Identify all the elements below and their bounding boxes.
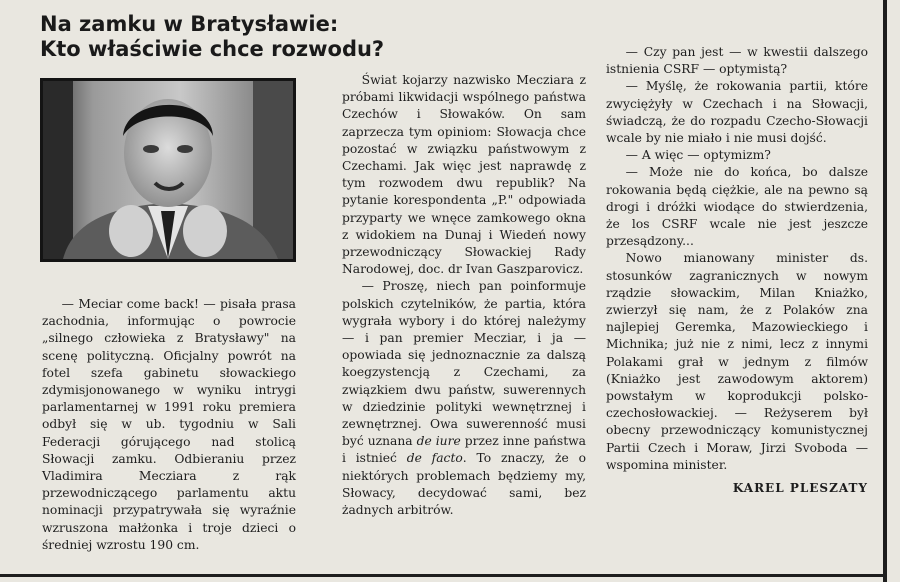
paragraph: — Meciar come back! — pisała prasa zachodnia, informując o powrocie „silnego człowieka z Bratysławy" na scenę polityczną. Oficjalny powrót na fotel szefa gabinetu słowackiego zdymisjonowanego w wyniku intrygi parlamentarnej w 1991 roku premiera odbył się w ub. tygodniu w Sali Federacji górującego nad stolicą Słowacji zamku. Odbieraniu przez Vladimira Mecziara z rąk przewodniczącego parlamentu aktu nominacji przypatrywała się wyraźnie wzruszona małżonka i troje dzieci o średniej wzrostu 190 cm. [42,297,296,552]
text-run: — Proszę, niech pan poinformuje polskich czytelników, że partia, która wygrała wybory i do której należymy — i pan premier Mecziar, i ja — opowiada się jednoznacznie za dalszą koegzystencją z Czechami, za związkiem dwu państw, suwerennych w dziedzinie polityki wewnętrznej i zewnętrznej. Owa suwerenność musi być uznana [342,279,586,449]
latin-phrase: iure [435,434,461,449]
paragraph: Świat kojarzy nazwisko Mecziara z próbami likwidacji wspólnego państwa Czechów i Słowaków. On sam zaprzecza tym opiniom: Słowacja chce pozostać w związku państwowym z Czechami. Jak więc jest naprawdę z tym rozwodem dwu republik? Na pytanie korespondenta „P." odpowiada przyparty we wnęce zamkowego okna z widokiem na Dunaj i Wiedeń nowy przewodniczący Słowackiej Rady Narodowej, doc. dr Ivan Gaszparovicz. [342,73,586,277]
headline-line-2: Kto właściwie chce rozwodu? [40,37,385,61]
paragraph: — A więc — optymizm? [625,148,771,163]
text-run: . To znaczy, że o niektórych problemach będziemy my, Słowacy, decydować sami, bez żadnych arbitrów. [342,451,587,518]
article-column-3 [606,44,868,497]
headline-line-1: Na zamku w Bratysławie: [40,12,339,36]
text-run: przez inne państwa i istnieć [342,434,586,466]
article-column-1 [42,296,296,554]
article-column-2 [342,72,586,519]
column-rule-bottom [0,574,883,577]
column-rule-right [883,0,887,582]
paragraph: — Może nie do końca, bo dalsze rokowania będą ciężkie, ale na pewno są drogi i dróżki wiodące do stwierdzenia, że los CSRF wcale nie jest jeszcze przesądzony... [606,165,868,249]
paragraph [342,278,586,519]
portrait-photo [40,78,296,262]
latin-phrase: de [416,434,432,449]
portrait-image [43,81,293,259]
article-headline [40,12,610,62]
paragraph: Nowo mianowany minister ds. stosunków zagranicznych w nowym rządzie słowackim, Milan Kniażko, zwierzył się nam, że z Polaków zna najlepiej Geremka, Mazowieckiego i Michnika; już nie z nimi, lecz z innymi Polakami grał w jednym z filmów (Kniażko jest zawodowym aktorem) powstałym w koprodukcji polsko-czechosłowackiej. — Reżyserem był obecny przewodniczący komunistycznej Partii Czech i Moraw, Jirzi Svoboda — wspomina minister. [606,251,868,472]
latin-phrase: de facto [406,451,463,466]
author-signature: KAREL PLESZATY [732,481,868,496]
paragraph: — Czy pan jest — w kwestii dalszego istnienia CSRF — optymistą? [606,45,868,77]
paragraph: — Myślę, że rokowania partii, które zwyciężyły w Czechach i na Słowacji, świadczą, że do rozpadu Czecho-Słowacji wcale by nie miało i nie musi dojść. [606,79,868,146]
